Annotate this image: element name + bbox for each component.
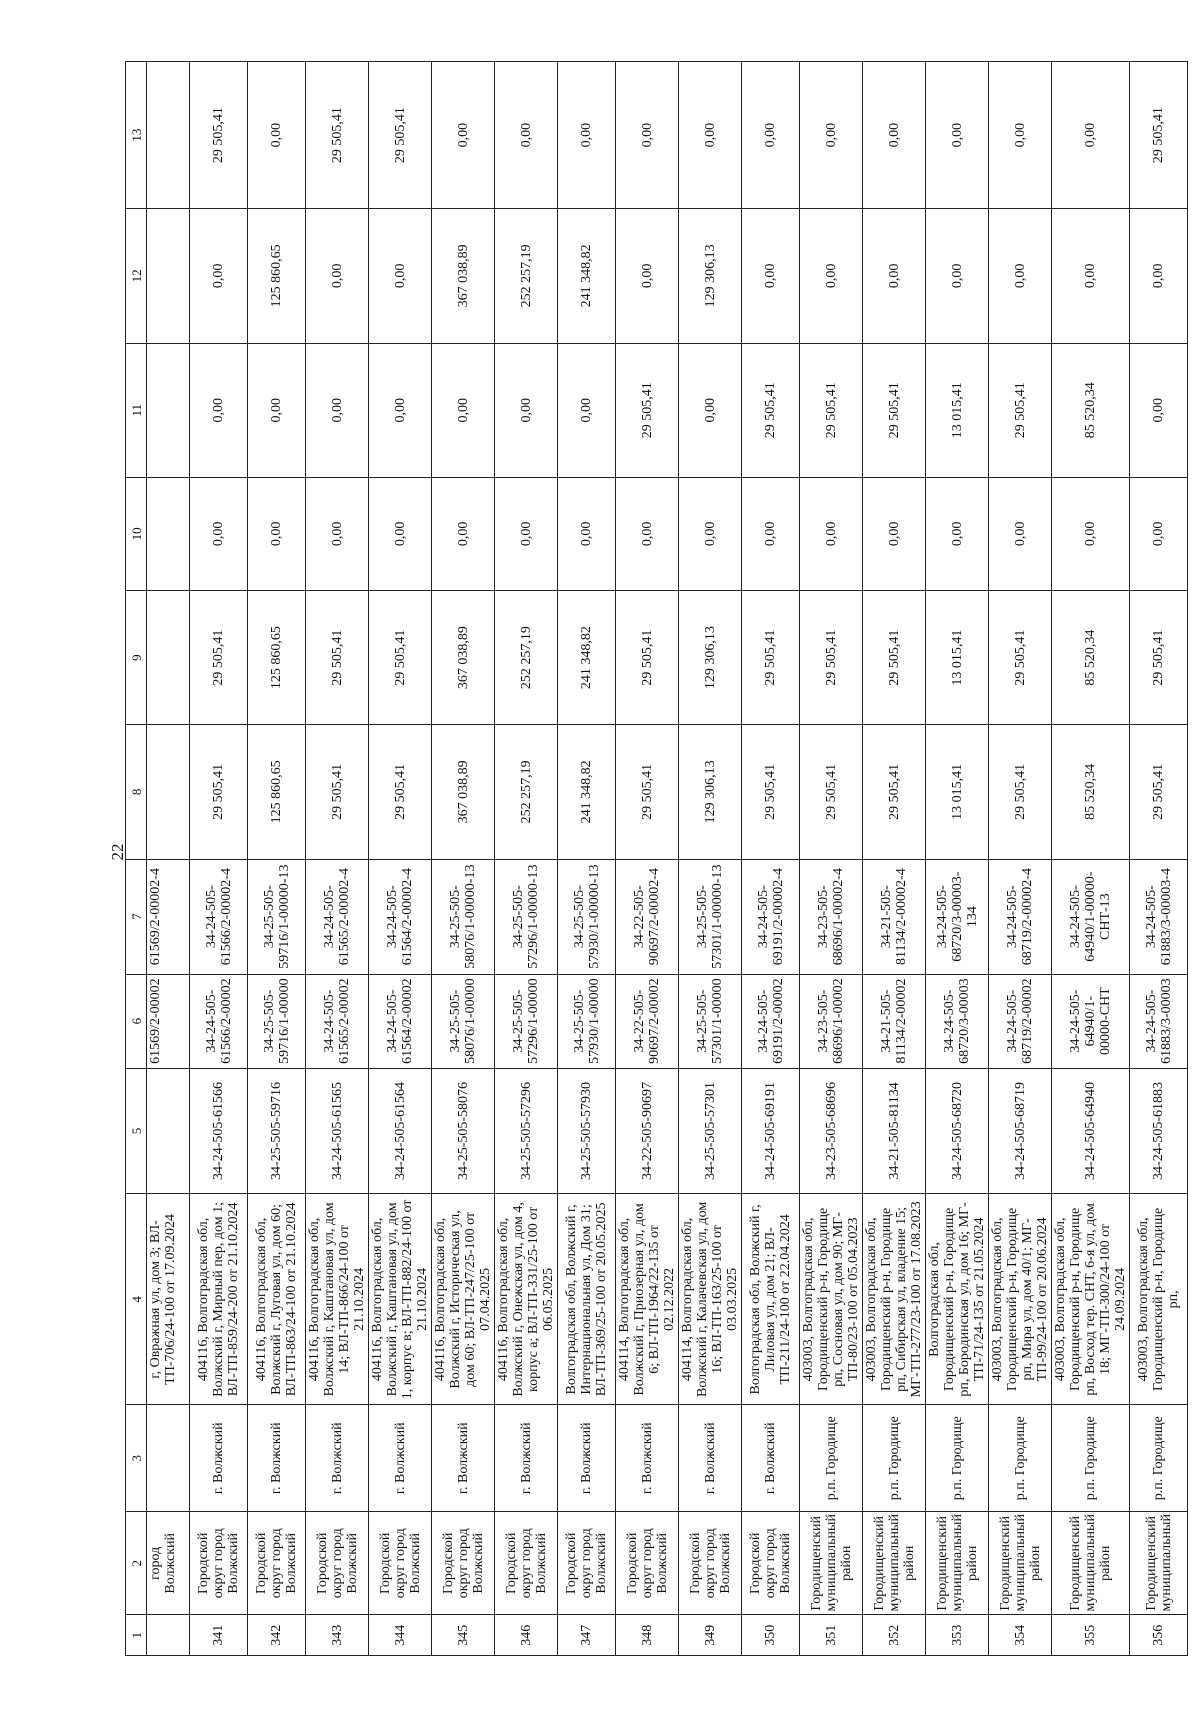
continuation-settlement: [147, 1405, 190, 1512]
continuation-amount-col12: [147, 209, 190, 343]
continuation-contract-id: 61569/2-00002-4: [147, 859, 190, 974]
cell-address-contract: 403003, Волгоградская обл, Городищенский р-н, Городище рп, Сосновая ул, дом 90; МГ-ТП-80/23-100 от 05.04.2023: [800, 1194, 863, 1405]
cell-application-id: 34-24-505-69191/2-00002: [742, 974, 800, 1068]
cell-row-number: 348: [616, 1615, 679, 1656]
cell-municipality: Городищенский муниципальный район: [800, 1512, 863, 1615]
cell-settlement: р.п. Городище: [863, 1405, 926, 1512]
cell-amount-col9: 252 257,19: [495, 590, 558, 724]
cell-amount-col8: 29 505,41: [1130, 725, 1188, 859]
cell-application-id: 34-25-505-57301/1-00000: [679, 974, 742, 1068]
cell-settlement: г. Волжский: [495, 1405, 558, 1512]
cell-address-contract: 403003, Волгоградская обл, Городищенский р-н, Городище рп, Мира ул, дом 40/1; МГ-ТП-99/24-100 от 20.06.2024: [989, 1194, 1052, 1405]
cell-municipality: Городской округ город Волжский: [248, 1512, 306, 1615]
cell-amount-col10: 0,00: [742, 477, 800, 590]
cell-amount-col10: 0,00: [558, 477, 616, 590]
page-number: 22: [108, 843, 127, 861]
cell-row-number: 346: [495, 1615, 558, 1656]
cell-contract-id: 34-23-505-68696/1-00002-4: [800, 859, 863, 974]
cell-amount-col11: 13 015,41: [926, 343, 989, 477]
continuation-amount-col13: [147, 62, 190, 209]
cell-amount-col11: 0,00: [369, 343, 432, 477]
cell-amount-col9: 241 348,82: [558, 590, 616, 724]
cell-amount-col12: 0,00: [863, 209, 926, 343]
cell-address-contract: 404116, Волгоградская обл, Волжский г, Каштановая ул, дом 1, корпус в; ВЛ-ТП-882/24-100 от 21.10.2024: [369, 1194, 432, 1405]
cell-contract-id: 34-25-505-57930/1-00000-13: [558, 859, 616, 974]
cell-amount-col8: 367 038,89: [432, 725, 495, 859]
cell-amount-col11: 29 505,41: [616, 343, 679, 477]
cell-address-contract: Волгоградская обл, Городищенский р-н, Городище рп, Бородинская ул, дом 16; МГ-ТП-71/24-135 от 21.05.2024: [926, 1194, 989, 1405]
cell-amount-col9: 125 860,65: [248, 590, 306, 724]
table-row: [926, 62, 989, 1656]
cell-amount-col8: 129 306,13: [679, 725, 742, 859]
table-row: [989, 62, 1052, 1656]
cell-amount-col13: 0,00: [989, 62, 1052, 209]
cell-amount-col8: 241 348,82: [558, 725, 616, 859]
cell-object-code: 34-22-505-90697: [616, 1068, 679, 1194]
cell-amount-col9: 29 505,41: [989, 590, 1052, 724]
column-header-10: 10: [126, 477, 147, 590]
cell-amount-col13: 0,00: [248, 62, 306, 209]
cell-object-code: 34-24-505-61565: [306, 1068, 369, 1194]
continuation-municipality: город Волжский: [147, 1512, 190, 1615]
cell-row-number: 349: [679, 1615, 742, 1656]
cell-amount-col13: 0,00: [558, 62, 616, 209]
cell-amount-col13: 29 505,41: [369, 62, 432, 209]
cell-application-id: 34-21-505-81134/2-00002: [863, 974, 926, 1068]
cell-amount-col11: 29 505,41: [989, 343, 1052, 477]
cell-amount-col9: 29 505,41: [306, 590, 369, 724]
cell-address-contract: 404116, Волгоградская обл, Волжский г, Каштановая ул, дом 14; ВЛ-ТП-866/24-100 от 21.10.2024: [306, 1194, 369, 1405]
cell-amount-col9: 29 505,41: [369, 590, 432, 724]
cell-amount-col12: 0,00: [926, 209, 989, 343]
cell-contract-id: 34-21-505-81134/2-00002-4: [863, 859, 926, 974]
cell-amount-col13: 0,00: [432, 62, 495, 209]
cell-amount-col9: 29 505,41: [1130, 590, 1188, 724]
cell-row-number: 343: [306, 1615, 369, 1656]
cell-object-code: 34-24-505-69191: [742, 1068, 800, 1194]
cell-amount-col13: 0,00: [495, 62, 558, 209]
cell-amount-col10: 0,00: [926, 477, 989, 590]
cell-contract-id: 34-24-505-68719/2-00002-4: [989, 859, 1052, 974]
cell-amount-col13: 0,00: [926, 62, 989, 209]
cell-contract-id: 34-24-505-69191/2-00002-4: [742, 859, 800, 974]
cell-contract-id: 34-24-505-61565/2-00002-4: [306, 859, 369, 974]
cell-application-id: 34-23-505-68696/1-00002: [800, 974, 863, 1068]
continuation-object-code: [147, 1068, 190, 1194]
column-header-1: 1: [126, 1615, 147, 1656]
cell-object-code: 34-24-505-61564: [369, 1068, 432, 1194]
cell-row-number: 347: [558, 1615, 616, 1656]
cell-address-contract: 404114, Волгоградская обл, Волжский г, Приозерная ул, дом 6; ВЛ-ТП-1964/22-135 от 02.12.2022: [616, 1194, 679, 1405]
cell-row-number: 350: [742, 1615, 800, 1656]
column-header-13: 13: [126, 62, 147, 209]
table-row: [190, 62, 248, 1656]
cell-municipality: Городищенский муниципальный район: [926, 1512, 989, 1615]
cell-amount-col10: 0,00: [495, 477, 558, 590]
cell-amount-col11: 0,00: [679, 343, 742, 477]
cell-application-id: 34-24-505-61566/2-00002: [190, 974, 248, 1068]
cell-row-number: 341: [190, 1615, 248, 1656]
cell-contract-id: 34-25-505-57301/1-00000-13: [679, 859, 742, 974]
cell-amount-col10: 0,00: [989, 477, 1052, 590]
cell-amount-col11: 85 520,34: [1052, 343, 1130, 477]
cell-object-code: 34-25-505-59716: [248, 1068, 306, 1194]
cell-settlement: г. Волжский: [248, 1405, 306, 1512]
cell-amount-col13: 29 505,41: [190, 62, 248, 209]
table-body: [190, 62, 1188, 1656]
cell-application-id: 34-25-505-57930/1-00000: [558, 974, 616, 1068]
cell-contract-id: 34-25-505-59716/1-00000-13: [248, 859, 306, 974]
cell-amount-col13: 29 505,41: [306, 62, 369, 209]
cell-application-id: 34-25-505-57296/1-00000: [495, 974, 558, 1068]
continuation-row: [147, 62, 190, 1656]
continuation-application-id: 61569/2-00002: [147, 974, 190, 1068]
cell-amount-col8: 125 860,65: [248, 725, 306, 859]
cell-amount-col11: 0,00: [306, 343, 369, 477]
cell-amount-col13: 0,00: [1052, 62, 1130, 209]
cell-amount-col8: 29 505,41: [863, 725, 926, 859]
cell-amount-col8: 29 505,41: [800, 725, 863, 859]
cell-settlement: г. Волжский: [432, 1405, 495, 1512]
cell-object-code: 34-21-505-81134: [863, 1068, 926, 1194]
cell-amount-col10: 0,00: [432, 477, 495, 590]
cell-amount-col11: 0,00: [495, 343, 558, 477]
cell-settlement: г. Волжский: [679, 1405, 742, 1512]
continuation-amount-col11: [147, 343, 190, 477]
cell-address-contract: 403003, Волгоградская обл, Городищенский р-н, Городище рп,: [1130, 1194, 1188, 1405]
cell-amount-col13: 0,00: [616, 62, 679, 209]
cell-amount-col13: 29 505,41: [1130, 62, 1188, 209]
cell-amount-col13: 0,00: [742, 62, 800, 209]
cell-amount-col12: 367 038,89: [432, 209, 495, 343]
column-number-header: [126, 62, 147, 1656]
cell-contract-id: 34-25-505-58076/1-00000-13: [432, 859, 495, 974]
column-header-3: 3: [126, 1405, 147, 1512]
cell-municipality: Городской округ город Волжский: [432, 1512, 495, 1615]
table-row: [306, 62, 369, 1656]
cell-amount-col11: 0,00: [558, 343, 616, 477]
cell-object-code: 34-25-505-58076: [432, 1068, 495, 1194]
column-header-8: 8: [126, 725, 147, 859]
table-row: [800, 62, 863, 1656]
continuation-row-number: [147, 1615, 190, 1656]
continuation-amount-col10: [147, 477, 190, 590]
cell-amount-col13: 0,00: [800, 62, 863, 209]
cell-municipality: Городской округ город Волжский: [679, 1512, 742, 1615]
rotated-table-wrapper: [125, 61, 1200, 1656]
data-table: [125, 61, 1188, 1656]
cell-amount-col9: 367 038,89: [432, 590, 495, 724]
cell-amount-col8: 29 505,41: [616, 725, 679, 859]
cell-municipality: Городской округ город Волжский: [495, 1512, 558, 1615]
continuation-amount-col9: [147, 590, 190, 724]
cell-amount-col9: 29 505,41: [616, 590, 679, 724]
cell-amount-col12: 0,00: [616, 209, 679, 343]
cell-amount-col13: 0,00: [863, 62, 926, 209]
column-header-12: 12: [126, 209, 147, 343]
cell-amount-col10: 0,00: [679, 477, 742, 590]
cell-amount-col12: 0,00: [1052, 209, 1130, 343]
column-header-9: 9: [126, 590, 147, 724]
cell-settlement: г. Волжский: [306, 1405, 369, 1512]
cell-object-code: 34-23-505-68696: [800, 1068, 863, 1194]
cell-amount-col10: 0,00: [863, 477, 926, 590]
cell-settlement: р.п. Городище: [1052, 1405, 1130, 1512]
table-row: [1052, 62, 1130, 1656]
cell-application-id: 34-24-505-64940/1-00000-СНТ: [1052, 974, 1130, 1068]
table-row: [495, 62, 558, 1656]
cell-municipality: Городищенский муниципальный: [1130, 1512, 1188, 1615]
cell-amount-col8: 29 505,41: [306, 725, 369, 859]
cell-amount-col8: 13 015,41: [926, 725, 989, 859]
cell-contract-id: 34-24-505-68720/3-00003-134: [926, 859, 989, 974]
cell-municipality: Городской округ город Волжский: [190, 1512, 248, 1615]
cell-amount-col11: 0,00: [432, 343, 495, 477]
cell-application-id: 34-24-505-61883/3-00003: [1130, 974, 1188, 1068]
cell-amount-col12: 0,00: [190, 209, 248, 343]
table-row: [558, 62, 616, 1656]
column-header-7: 7: [126, 859, 147, 974]
cell-amount-col9: 85 520,34: [1052, 590, 1130, 724]
cell-municipality: Городищенский муниципальный район: [989, 1512, 1052, 1615]
cell-municipality: Городской округ город Волжский: [306, 1512, 369, 1615]
cell-amount-col10: 0,00: [800, 477, 863, 590]
cell-settlement: г. Волжский: [742, 1405, 800, 1512]
cell-municipality: Городской округ город Волжский: [369, 1512, 432, 1615]
cell-amount-col10: 0,00: [616, 477, 679, 590]
cell-amount-col8: 29 505,41: [369, 725, 432, 859]
cell-application-id: 34-24-505-61564/2-00002: [369, 974, 432, 1068]
cell-amount-col10: 0,00: [306, 477, 369, 590]
cell-application-id: 34-25-505-59716/1-00000: [248, 974, 306, 1068]
table-row: [369, 62, 432, 1656]
cell-amount-col12: 241 348,82: [558, 209, 616, 343]
cell-amount-col12: 125 860,65: [248, 209, 306, 343]
table-row: [679, 62, 742, 1656]
column-header-2: 2: [126, 1512, 147, 1615]
cell-amount-col11: 29 505,41: [863, 343, 926, 477]
cell-amount-col11: 29 505,41: [742, 343, 800, 477]
cell-address-contract: 404116, Волгоградская обл, Волжский г, Мирный пер, дом 1; ВЛ-ТП-859/24-200 от 21.10.2024: [190, 1194, 248, 1405]
cell-contract-id: 34-24-505-64940/1-00000-СНТ-13: [1052, 859, 1130, 974]
cell-amount-col12: 0,00: [306, 209, 369, 343]
column-header-6: 6: [126, 974, 147, 1068]
cell-contract-id: 34-25-505-57296/1-00000-13: [495, 859, 558, 974]
cell-object-code: 34-24-505-68719: [989, 1068, 1052, 1194]
cell-amount-col10: 0,00: [190, 477, 248, 590]
cell-settlement: г. Волжский: [558, 1405, 616, 1512]
cell-contract-id: 34-22-505-90697/2-00002-4: [616, 859, 679, 974]
cell-municipality: Городской округ город Волжский: [616, 1512, 679, 1615]
cell-address-contract: 404116, Волгоградская обл, Волжский г, Онежская ул, дом 4, корпус а; ВЛ-ТП-331/25-100 от 06.05.2025: [495, 1194, 558, 1405]
cell-settlement: г. Волжский: [616, 1405, 679, 1512]
cell-settlement: р.п. Городище: [800, 1405, 863, 1512]
cell-object-code: 34-25-505-57296: [495, 1068, 558, 1194]
cell-amount-col11: 0,00: [1130, 343, 1188, 477]
cell-amount-col10: 0,00: [248, 477, 306, 590]
cell-object-code: 34-24-505-61883: [1130, 1068, 1188, 1194]
cell-amount-col12: 0,00: [800, 209, 863, 343]
cell-amount-col11: 0,00: [248, 343, 306, 477]
cell-contract-id: 34-24-505-61564/2-00002-4: [369, 859, 432, 974]
cell-row-number: 351: [800, 1615, 863, 1656]
cell-row-number: 353: [926, 1615, 989, 1656]
cell-amount-col10: 0,00: [369, 477, 432, 590]
cell-amount-col9: 129 306,13: [679, 590, 742, 724]
table-row: [616, 62, 679, 1656]
cell-municipality: Городищенский муниципальный район: [1052, 1512, 1130, 1615]
cell-amount-col8: 252 257,19: [495, 725, 558, 859]
cell-row-number: 345: [432, 1615, 495, 1656]
cell-object-code: 34-25-505-57930: [558, 1068, 616, 1194]
cell-row-number: 355: [1052, 1615, 1130, 1656]
cell-municipality: Городской округ город Волжский: [742, 1512, 800, 1615]
cell-row-number: 356: [1130, 1615, 1188, 1656]
table-row: [1130, 62, 1188, 1656]
column-header-4: 4: [126, 1194, 147, 1405]
cell-amount-col12: 129 306,13: [679, 209, 742, 343]
cell-amount-col8: 29 505,41: [190, 725, 248, 859]
cell-contract-id: 34-24-505-61566/2-00002-4: [190, 859, 248, 974]
cell-address-contract: 403003, Волгоградская обл, Городищенский р-н, Городище рп, Восход тер. СНТ, 6-я ул, дом 18; МГ-ТП-300/24-100 от 24.09.2024: [1052, 1194, 1130, 1405]
cell-municipality: Городищенский муниципальный район: [863, 1512, 926, 1615]
cell-amount-col12: 252 257,19: [495, 209, 558, 343]
cell-application-id: 34-22-505-90697/2-00002: [616, 974, 679, 1068]
cell-application-id: 34-25-505-58076/1-00000: [432, 974, 495, 1068]
cell-amount-col12: 0,00: [369, 209, 432, 343]
cell-address-contract: 404116, Волгоградская обл, Волжский г, Луговая ул, дом 60; ВЛ-ТП-863/24-100 от 21.10.2024: [248, 1194, 306, 1405]
cell-object-code: 34-24-505-61566: [190, 1068, 248, 1194]
cell-municipality: Городской округ город Волжский: [558, 1512, 616, 1615]
cell-amount-col10: 0,00: [1052, 477, 1130, 590]
cell-object-code: 34-25-505-57301: [679, 1068, 742, 1194]
cell-settlement: р.п. Городище: [1130, 1405, 1188, 1512]
cell-amount-col11: 0,00: [190, 343, 248, 477]
cell-row-number: 354: [989, 1615, 1052, 1656]
cell-object-code: 34-24-505-68720: [926, 1068, 989, 1194]
cell-amount-col9: 29 505,41: [800, 590, 863, 724]
cell-amount-col12: 0,00: [742, 209, 800, 343]
cell-settlement: р.п. Городище: [989, 1405, 1052, 1512]
cell-amount-col13: 0,00: [679, 62, 742, 209]
cell-amount-col10: 0,00: [1130, 477, 1188, 590]
cell-object-code: 34-24-505-64940: [1052, 1068, 1130, 1194]
cell-amount-col11: 29 505,41: [800, 343, 863, 477]
cell-address-contract: 404116, Волгоградская обл, Волжский г, Историческая ул, дом 60; ВЛ-ТП-247/25-100 от 07.04.2025: [432, 1194, 495, 1405]
cell-amount-col9: 29 505,41: [190, 590, 248, 724]
table-row: [432, 62, 495, 1656]
cell-amount-col9: 29 505,41: [742, 590, 800, 724]
cell-address-contract: Волгоградская обл, Волжский г, Лиловая ул, дом 21; ВЛ-ТП-211/24-100 от 22.04.2024: [742, 1194, 800, 1405]
cell-amount-col8: 85 520,34: [1052, 725, 1130, 859]
cell-application-id: 34-24-505-68719/2-00002: [989, 974, 1052, 1068]
column-header-11: 11: [126, 343, 147, 477]
cell-row-number: 344: [369, 1615, 432, 1656]
cell-settlement: г. Волжский: [190, 1405, 248, 1512]
cell-application-id: 34-24-505-68720/3-00003: [926, 974, 989, 1068]
cell-address-contract: 404114, Волгоградская обл, Волжский г, Калачевская ул, дом 16; ВЛ-ТП-163/25-100 от 03.03.2025: [679, 1194, 742, 1405]
cell-row-number: 342: [248, 1615, 306, 1656]
cell-amount-col12: 0,00: [1130, 209, 1188, 343]
continuation-amount-col8: [147, 725, 190, 859]
cell-amount-col12: 0,00: [989, 209, 1052, 343]
cell-contract-id: 34-24-505-61883/3-00003-4: [1130, 859, 1188, 974]
column-header-5: 5: [126, 1068, 147, 1194]
cell-settlement: г. Волжский: [369, 1405, 432, 1512]
table-row: [742, 62, 800, 1656]
cell-amount-col8: 29 505,41: [742, 725, 800, 859]
table-row: [863, 62, 926, 1656]
table-row: [248, 62, 306, 1656]
continuation-address-contract: г, Овражная ул, дом 3; ВЛ-ТП-706/24-100 от 17.09.2024: [147, 1194, 190, 1405]
cell-amount-col8: 29 505,41: [989, 725, 1052, 859]
cell-application-id: 34-24-505-61565/2-00002: [306, 974, 369, 1068]
cell-settlement: р.п. Городище: [926, 1405, 989, 1512]
cell-amount-col9: 29 505,41: [863, 590, 926, 724]
cell-address-contract: 403003, Волгоградская обл, Городищенский р-н, Городище рп, Сибирская ул, владение 15; МГ-ТП-277/23-100 от 17.08.2023: [863, 1194, 926, 1405]
cell-row-number: 352: [863, 1615, 926, 1656]
cell-amount-col9: 13 015,41: [926, 590, 989, 724]
cell-address-contract: Волгоградская обл, Волжский г, Интернациональная ул, Дом 31; ВЛ-ТП-369/25-100 от 20.05.2025: [558, 1194, 616, 1405]
